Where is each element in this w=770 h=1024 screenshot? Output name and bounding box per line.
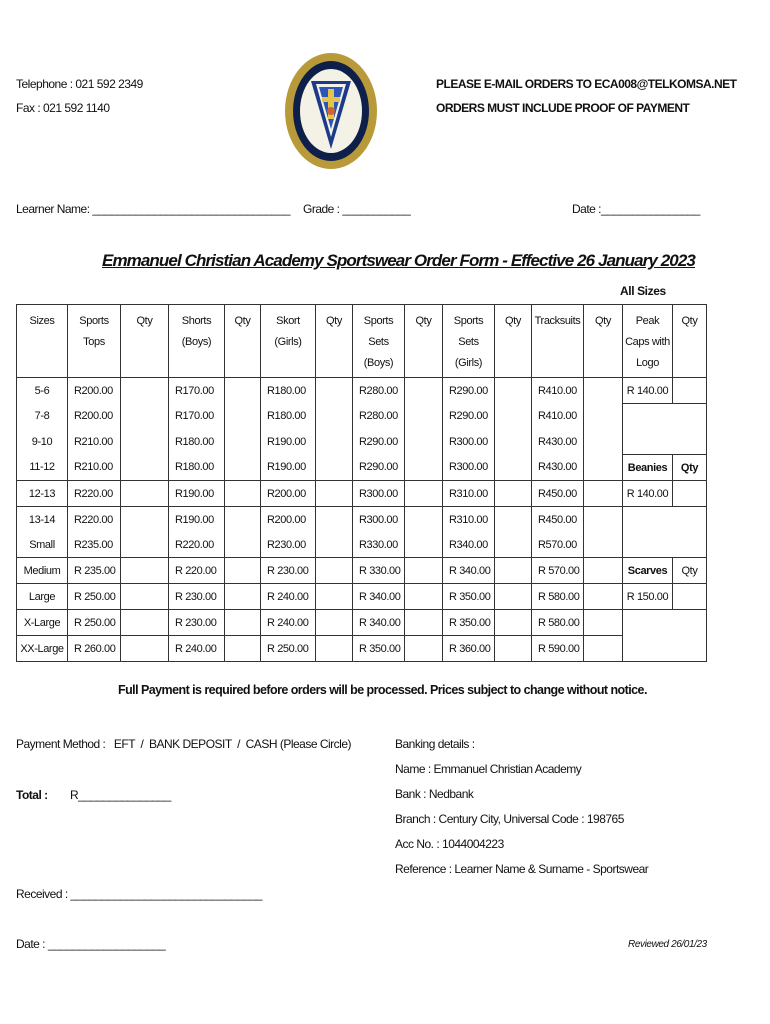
- col-peak-caps: Peak Caps with Logo: [623, 305, 673, 378]
- price-cell: R235.00: [68, 532, 121, 558]
- price-cell: R 240.00: [261, 584, 316, 610]
- qty-cell[interactable]: [495, 610, 532, 636]
- qty-cell[interactable]: [495, 404, 532, 430]
- table-row: [17, 404, 707, 430]
- price-cell: R 260.00: [68, 636, 121, 662]
- price-cell: R300.00: [443, 429, 495, 455]
- size-cell: XX-Large: [17, 636, 68, 662]
- price-cell: R450.00: [532, 481, 584, 507]
- price-cell: R 580.00: [532, 584, 584, 610]
- empty-cell: [673, 404, 707, 430]
- date-signature-field[interactable]: Date : ___________________: [16, 937, 166, 951]
- reviewed-date: Reviewed 26/01/23: [628, 939, 707, 950]
- qty-cell[interactable]: [316, 507, 353, 533]
- qty-cell[interactable]: [121, 532, 169, 558]
- qty-cell[interactable]: [405, 404, 443, 430]
- qty-cell[interactable]: [121, 558, 169, 584]
- form-title: Emmanuel Christian Academy Sportswear Order Form - Effective 26 January 2023: [102, 251, 695, 270]
- price-cell: R230.00: [261, 532, 316, 558]
- price-cell: R190.00: [169, 481, 225, 507]
- price-cell: R210.00: [68, 429, 121, 455]
- empty-cell: [673, 507, 707, 533]
- price-cell: R200.00: [261, 507, 316, 533]
- qty-cell[interactable]: [405, 455, 443, 481]
- price-cell: R170.00: [169, 378, 225, 404]
- size-cell: Small: [17, 532, 68, 558]
- price-cell: R450.00: [532, 507, 584, 533]
- price-cell: R 570.00: [532, 558, 584, 584]
- price-cell: R330.00: [353, 532, 405, 558]
- size-cell: 5-6: [17, 378, 68, 404]
- price-cell: R200.00: [261, 481, 316, 507]
- price-cell: R300.00: [353, 481, 405, 507]
- qty-cell[interactable]: [405, 378, 443, 404]
- size-cell: 12-13: [17, 481, 68, 507]
- size-cell: 13-14: [17, 507, 68, 533]
- qty-cell[interactable]: [121, 378, 169, 404]
- price-cell: R430.00: [532, 429, 584, 455]
- qty-cell[interactable]: [584, 455, 623, 481]
- qty-cell[interactable]: [405, 429, 443, 455]
- price-cell: R180.00: [261, 404, 316, 430]
- beanies-qty-label: Qty: [673, 455, 707, 481]
- price-cell: R290.00: [353, 455, 405, 481]
- peak-caps-qty-cell[interactable]: [673, 378, 707, 404]
- price-cell: R 230.00: [261, 558, 316, 584]
- price-cell: R 240.00: [261, 610, 316, 636]
- price-cell: R290.00: [443, 378, 495, 404]
- size-cell: 11-12: [17, 455, 68, 481]
- table-row: [17, 636, 707, 662]
- empty-cell: [623, 429, 673, 455]
- qty-cell[interactable]: [316, 532, 353, 558]
- empty-cell: [623, 532, 673, 558]
- date-field[interactable]: Date :________________: [572, 202, 700, 216]
- table-row: [17, 378, 707, 404]
- col-qty: Qty: [673, 305, 707, 378]
- email-notice: PLEASE E-MAIL ORDERS TO ECA008@TELKOMSA.NET: [436, 77, 737, 91]
- col-qty: Qty: [225, 305, 261, 378]
- empty-cell: [673, 636, 707, 662]
- qty-cell[interactable]: [584, 558, 623, 584]
- price-cell: R310.00: [443, 481, 495, 507]
- beanies-label: Beanies: [623, 455, 673, 481]
- qty-cell[interactable]: [316, 455, 353, 481]
- qty-cell[interactable]: [121, 584, 169, 610]
- price-cell: R 250.00: [68, 584, 121, 610]
- table-row: [17, 532, 707, 558]
- price-cell: R180.00: [169, 455, 225, 481]
- bank-reference: Reference : Learner Name & Surname - Sportswear: [395, 862, 649, 876]
- qty-cell[interactable]: [225, 429, 261, 455]
- qty-cell[interactable]: [316, 404, 353, 430]
- empty-cell: [623, 610, 673, 636]
- bank-name: Bank : Nedbank: [395, 787, 474, 801]
- price-cell: R190.00: [261, 429, 316, 455]
- total-field[interactable]: R_______________: [70, 788, 171, 802]
- price-cell: R 220.00: [169, 558, 225, 584]
- price-cell: R280.00: [353, 378, 405, 404]
- table-row: [17, 610, 707, 636]
- table-row: [17, 507, 707, 533]
- col-sports-sets-boys: Sports Sets (Boys): [353, 305, 405, 378]
- qty-cell[interactable]: [316, 429, 353, 455]
- price-cell: R 250.00: [68, 610, 121, 636]
- price-cell: R 230.00: [169, 610, 225, 636]
- empty-cell: [673, 429, 707, 455]
- scarves-qty-cell[interactable]: [673, 584, 707, 610]
- price-cell: R220.00: [68, 507, 121, 533]
- price-cell: R 360.00: [443, 636, 495, 662]
- qty-cell[interactable]: [584, 378, 623, 404]
- qty-cell[interactable]: [121, 455, 169, 481]
- qty-cell[interactable]: [584, 636, 623, 662]
- price-cell: R 350.00: [353, 636, 405, 662]
- qty-cell[interactable]: [405, 532, 443, 558]
- price-cell: R340.00: [443, 532, 495, 558]
- peak-caps-price: R 140.00: [623, 378, 673, 404]
- payment-method[interactable]: Payment Method : EFT / BANK DEPOSIT / CASH (Please Circle): [16, 737, 352, 751]
- banking-title: Banking details :: [395, 737, 475, 751]
- qty-cell[interactable]: [225, 584, 261, 610]
- qty-cell[interactable]: [495, 429, 532, 455]
- price-cell: R200.00: [68, 404, 121, 430]
- price-cell: R430.00: [532, 455, 584, 481]
- empty-cell: [623, 636, 673, 662]
- bank-account-number: Acc No. : 1044004223: [395, 837, 504, 851]
- beanies-qty-cell[interactable]: [673, 481, 707, 507]
- price-cell: R290.00: [443, 404, 495, 430]
- col-sports-tops: Sports Tops: [68, 305, 121, 378]
- col-shorts: Shorts (Boys): [169, 305, 225, 378]
- qty-cell[interactable]: [121, 610, 169, 636]
- scarves-qty-label: Qty: [673, 558, 707, 584]
- size-cell: Medium: [17, 558, 68, 584]
- qty-cell[interactable]: [405, 558, 443, 584]
- empty-cell: [623, 507, 673, 533]
- qty-cell[interactable]: [316, 558, 353, 584]
- price-cell: R410.00: [532, 378, 584, 404]
- price-cell: R300.00: [353, 507, 405, 533]
- price-cell: R220.00: [169, 532, 225, 558]
- qty-cell[interactable]: [225, 404, 261, 430]
- price-cell: R410.00: [532, 404, 584, 430]
- qty-cell[interactable]: [495, 455, 532, 481]
- price-cell: R180.00: [169, 429, 225, 455]
- scarves-label: Scarves: [623, 558, 673, 584]
- price-cell: R 240.00: [169, 636, 225, 662]
- size-cell: X-Large: [17, 610, 68, 636]
- col-qty: Qty: [316, 305, 353, 378]
- qty-cell[interactable]: [405, 636, 443, 662]
- price-cell: R 235.00: [68, 558, 121, 584]
- qty-cell[interactable]: [584, 429, 623, 455]
- col-qty: Qty: [584, 305, 623, 378]
- qty-cell[interactable]: [225, 507, 261, 533]
- beanies-price: R 140.00: [623, 481, 673, 507]
- order-table: [16, 304, 707, 662]
- price-cell: R220.00: [68, 481, 121, 507]
- price-cell: R 340.00: [353, 584, 405, 610]
- received-field[interactable]: Received : _______________________________: [16, 887, 262, 901]
- price-cell: R280.00: [353, 404, 405, 430]
- qty-cell[interactable]: [495, 378, 532, 404]
- qty-cell[interactable]: [316, 584, 353, 610]
- bank-branch: Branch : Century City, Universal Code : 198765: [395, 812, 624, 826]
- empty-cell: [673, 610, 707, 636]
- price-cell: R 350.00: [443, 610, 495, 636]
- price-cell: R 350.00: [443, 584, 495, 610]
- empty-cell: [673, 532, 707, 558]
- learner-name-field[interactable]: Learner Name: ________________________________: [16, 202, 290, 216]
- col-sizes: Sizes: [17, 305, 68, 378]
- qty-cell[interactable]: [584, 507, 623, 533]
- price-cell: R 340.00: [443, 558, 495, 584]
- price-cell: R 230.00: [169, 584, 225, 610]
- col-qty: Qty: [405, 305, 443, 378]
- price-cell: R570.00: [532, 532, 584, 558]
- all-sizes-label: All Sizes: [620, 284, 666, 298]
- table-row: [17, 481, 707, 507]
- price-cell: R 580.00: [532, 610, 584, 636]
- qty-cell[interactable]: [584, 481, 623, 507]
- qty-cell[interactable]: [225, 378, 261, 404]
- qty-cell[interactable]: [225, 636, 261, 662]
- qty-cell[interactable]: [495, 558, 532, 584]
- payment-notice: Full Payment is required before orders will be processed. Prices subject to change without notice.: [118, 683, 647, 697]
- qty-cell[interactable]: [405, 481, 443, 507]
- qty-cell[interactable]: [225, 455, 261, 481]
- qty-cell[interactable]: [405, 610, 443, 636]
- qty-cell[interactable]: [405, 507, 443, 533]
- col-qty: Qty: [495, 305, 532, 378]
- qty-cell[interactable]: [584, 584, 623, 610]
- qty-cell[interactable]: [316, 378, 353, 404]
- qty-cell[interactable]: [121, 481, 169, 507]
- fax: Fax : 021 592 1140: [16, 101, 110, 115]
- price-cell: R 250.00: [261, 636, 316, 662]
- price-cell: R200.00: [68, 378, 121, 404]
- qty-cell[interactable]: [495, 532, 532, 558]
- price-cell: R300.00: [443, 455, 495, 481]
- qty-cell[interactable]: [405, 584, 443, 610]
- price-cell: R 590.00: [532, 636, 584, 662]
- telephone: Telephone : 021 592 2349: [16, 77, 143, 91]
- col-sports-sets-girls: Sports Sets (Girls): [443, 305, 495, 378]
- size-cell: 7-8: [17, 404, 68, 430]
- total-label: Total :: [16, 788, 48, 802]
- qty-cell[interactable]: [584, 610, 623, 636]
- qty-cell[interactable]: [584, 532, 623, 558]
- price-cell: R290.00: [353, 429, 405, 455]
- qty-cell[interactable]: [495, 507, 532, 533]
- price-cell: R180.00: [261, 378, 316, 404]
- price-cell: R 340.00: [353, 610, 405, 636]
- qty-cell[interactable]: [121, 429, 169, 455]
- qty-cell[interactable]: [121, 507, 169, 533]
- size-cell: Large: [17, 584, 68, 610]
- grade-field[interactable]: Grade : ___________: [303, 202, 411, 216]
- qty-cell[interactable]: [316, 636, 353, 662]
- qty-cell[interactable]: [225, 532, 261, 558]
- table-row: [17, 429, 707, 455]
- bank-account-name: Name : Emmanuel Christian Academy: [395, 762, 582, 776]
- qty-cell[interactable]: [495, 481, 532, 507]
- price-cell: R210.00: [68, 455, 121, 481]
- qty-cell[interactable]: [495, 636, 532, 662]
- proof-notice: ORDERS MUST INCLUDE PROOF OF PAYMENT: [436, 101, 690, 115]
- qty-cell[interactable]: [584, 404, 623, 430]
- price-cell: R 330.00: [353, 558, 405, 584]
- qty-cell[interactable]: [225, 558, 261, 584]
- price-cell: R310.00: [443, 507, 495, 533]
- table-row: [17, 584, 707, 610]
- qty-cell[interactable]: [495, 584, 532, 610]
- scarves-price: R 150.00: [623, 584, 673, 610]
- school-crest-logo: [283, 51, 379, 171]
- size-cell: 9-10: [17, 429, 68, 455]
- qty-cell[interactable]: [225, 481, 261, 507]
- price-cell: R190.00: [169, 507, 225, 533]
- table-row: [17, 558, 707, 584]
- table-row: [17, 455, 707, 481]
- qty-cell[interactable]: [316, 481, 353, 507]
- qty-cell[interactable]: [225, 610, 261, 636]
- price-cell: R190.00: [261, 455, 316, 481]
- col-skort: Skort (Girls): [261, 305, 316, 378]
- qty-cell[interactable]: [121, 636, 169, 662]
- price-cell: R170.00: [169, 404, 225, 430]
- empty-cell: [623, 404, 673, 430]
- qty-cell[interactable]: [316, 610, 353, 636]
- qty-cell[interactable]: [121, 404, 169, 430]
- col-qty: Qty: [121, 305, 169, 378]
- col-tracksuits: Tracksuits: [532, 305, 584, 378]
- table-header-row: [17, 305, 707, 378]
